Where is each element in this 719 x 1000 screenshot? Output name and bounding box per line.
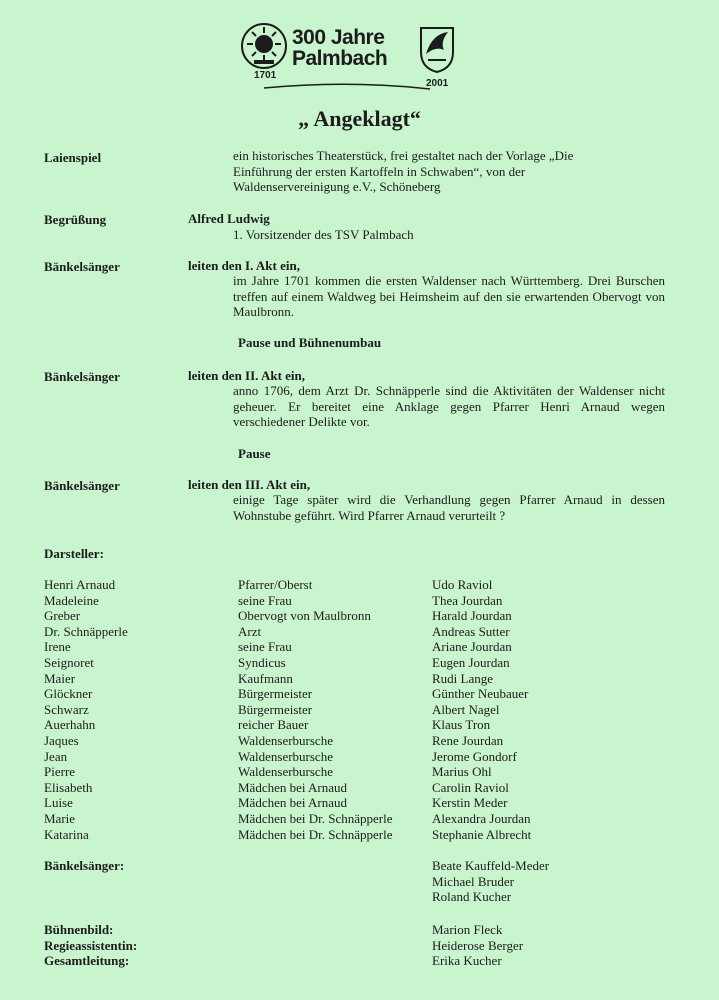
cast-role: Obervogt von Maulbronn (238, 608, 371, 624)
cast-character: Elisabeth (44, 779, 93, 795)
akt1-label: Bänkelsänger (44, 259, 120, 274)
credit-label: Regieassistentin: (44, 937, 138, 953)
jubilee-logo (240, 20, 470, 100)
cast-character: Greber (44, 608, 81, 624)
cast-role: reicher Bauer (238, 717, 309, 733)
cast-character: Irene (44, 639, 71, 655)
cast-character: Madeleine (44, 592, 99, 608)
akt3-label: Bänkelsänger (44, 478, 120, 493)
singer-name: Roland Kucher (432, 889, 512, 905)
credit-label: Gesamtleitung: (44, 953, 130, 969)
cast-actor: Albert Nagel (432, 701, 500, 717)
cast-character: Henri Arnaud (44, 577, 116, 592)
cast-roles (238, 577, 393, 842)
cast-character: Pierre (44, 764, 76, 780)
cast-characters (44, 577, 128, 842)
cast-role: Bürgermeister (238, 701, 313, 717)
cast-character: Luise (44, 795, 73, 811)
cast-actor: Stephanie Albrecht (432, 826, 532, 842)
cast-role: Mädchen bei Arnaud (238, 779, 348, 795)
laienspiel-label: Laienspiel (44, 150, 102, 165)
cast-character: Schwarz (44, 701, 89, 717)
cast-character: Seignoret (44, 654, 94, 670)
logo-jubilee-text: 300 Jahre (292, 26, 385, 49)
cast-role: Arzt (238, 623, 262, 639)
credit-name: Marion Fleck (432, 922, 503, 937)
cast-actor: Ariane Jourdan (432, 639, 512, 655)
logo-year-jubilee: 2001 (426, 78, 449, 89)
cast-role: Waldenserbursche (238, 764, 333, 780)
sun-seal-icon (240, 22, 288, 70)
pause1-text: Pause und Bühnenumbau (238, 335, 382, 350)
cast-role: seine Frau (238, 592, 292, 608)
akt2-head: leiten den II. Akt ein, (188, 368, 306, 383)
singer-name: Michael Bruder (432, 873, 514, 889)
cast-character: Dr. Schnäpperle (44, 623, 128, 639)
logo-year-founded: 1701 (254, 70, 277, 81)
page-title: „ Angeklagt“ (298, 106, 421, 131)
cast-actor: Eugen Jourdan (432, 654, 510, 670)
cast-actor: Klaus Tron (432, 717, 491, 733)
cast-role: Pfarrer/Oberst (238, 577, 313, 592)
cast-actor: Thea Jourdan (432, 592, 503, 608)
cast-role: Waldenserbursche (238, 732, 333, 748)
cast-character: Jaques (44, 732, 79, 748)
credits-labels (44, 922, 137, 969)
cast-actor: Udo Raviol (432, 577, 493, 592)
akt1-text: im Jahre 1701 kommen die ersten Waldenser nach Württemberg. Drei Burschen treffen auf einem Waldweg bei Heimsheim auf den sie erwartenden Obervogt von Maulbronn. (233, 273, 665, 319)
cast-character: Glöckner (44, 686, 93, 702)
akt1-head: leiten den I. Akt ein, (188, 258, 300, 273)
cast-actor: Carolin Raviol (432, 779, 509, 795)
laienspiel-text: ein historisches Theaterstück, frei gestaltet nach der Vorlage „Die Einführung der ersten Kartoffeln in Schwaben“, von der Waldenservereinigung e.V., Schöneberg (233, 148, 574, 194)
singers-label: Bänkelsänger: (44, 858, 125, 873)
credit-name: Erika Kucher (432, 953, 502, 969)
cast-character: Auerhahn (44, 717, 96, 733)
pause2-text: Pause (238, 446, 271, 461)
cast-role: Mädchen bei Dr. Schnäpperle (238, 826, 393, 842)
cast-actor: Kerstin Meder (432, 795, 508, 811)
cast-character: Marie (44, 810, 76, 826)
cast-role: Waldenserbursche (238, 748, 333, 764)
cast-actor: Andreas Sutter (432, 623, 510, 639)
akt3-head: leiten den III. Akt ein, (188, 477, 311, 492)
cast-role: Mädchen bei Dr. Schnäpperle (238, 810, 393, 826)
cast-role: Mädchen bei Arnaud (238, 795, 348, 811)
cast-actor: Jerome Gondorf (432, 748, 517, 764)
cast-actor: Alexandra Jourdan (432, 810, 531, 826)
cast-actor: Rudi Lange (432, 670, 494, 686)
coat-of-arms-icon (418, 24, 456, 74)
begruessung-label: Begrüßung (44, 212, 107, 227)
akt2-text: anno 1706, dem Arzt Dr. Schnäpperle sind die Aktivitäten der Waldenser nicht geheuer. Er bereitet eine Anklage gegen Pfarrer Henri Arnaud wegen verschiedener Delikte vor. (233, 383, 665, 429)
cast-character: Jean (44, 748, 68, 764)
credit-label: Bühnenbild: (44, 922, 114, 937)
credits-names (432, 922, 523, 969)
cast-role: Kaufmann (238, 670, 293, 686)
cast-actor: Günther Neubauer (432, 686, 529, 702)
cast-character: Katarina (44, 826, 89, 842)
cast-role: Bürgermeister (238, 686, 313, 702)
cast-actors (432, 577, 531, 842)
cast-label: Darsteller: (44, 546, 104, 561)
begruessung-name: Alfred Ludwig (188, 211, 270, 226)
singer-name: Beate Kauffeld-Meder (432, 858, 550, 873)
begruessung-role: 1. Vorsitzender des TSV Palmbach (233, 227, 414, 242)
akt3-text: einige Tage später wird die Verhandlung gegen Pfarrer Arnaud in dessen Wohnstube geführt. Wird Pfarrer Arnaud verurteilt ? (233, 492, 665, 523)
cast-character: Maier (44, 670, 76, 686)
cast-actor: Rene Jourdan (432, 732, 504, 748)
cast-role: seine Frau (238, 639, 292, 655)
singers-list (432, 858, 549, 905)
cast-role: Syndicus (238, 654, 286, 670)
credit-name: Heiderose Berger (432, 937, 524, 953)
logo-place-text: Palmbach (292, 47, 388, 70)
cast-actor: Harald Jourdan (432, 608, 512, 624)
cast-actor: Marius Ohl (432, 764, 492, 780)
akt2-label: Bänkelsänger (44, 369, 120, 384)
logo-swoosh (262, 82, 432, 92)
